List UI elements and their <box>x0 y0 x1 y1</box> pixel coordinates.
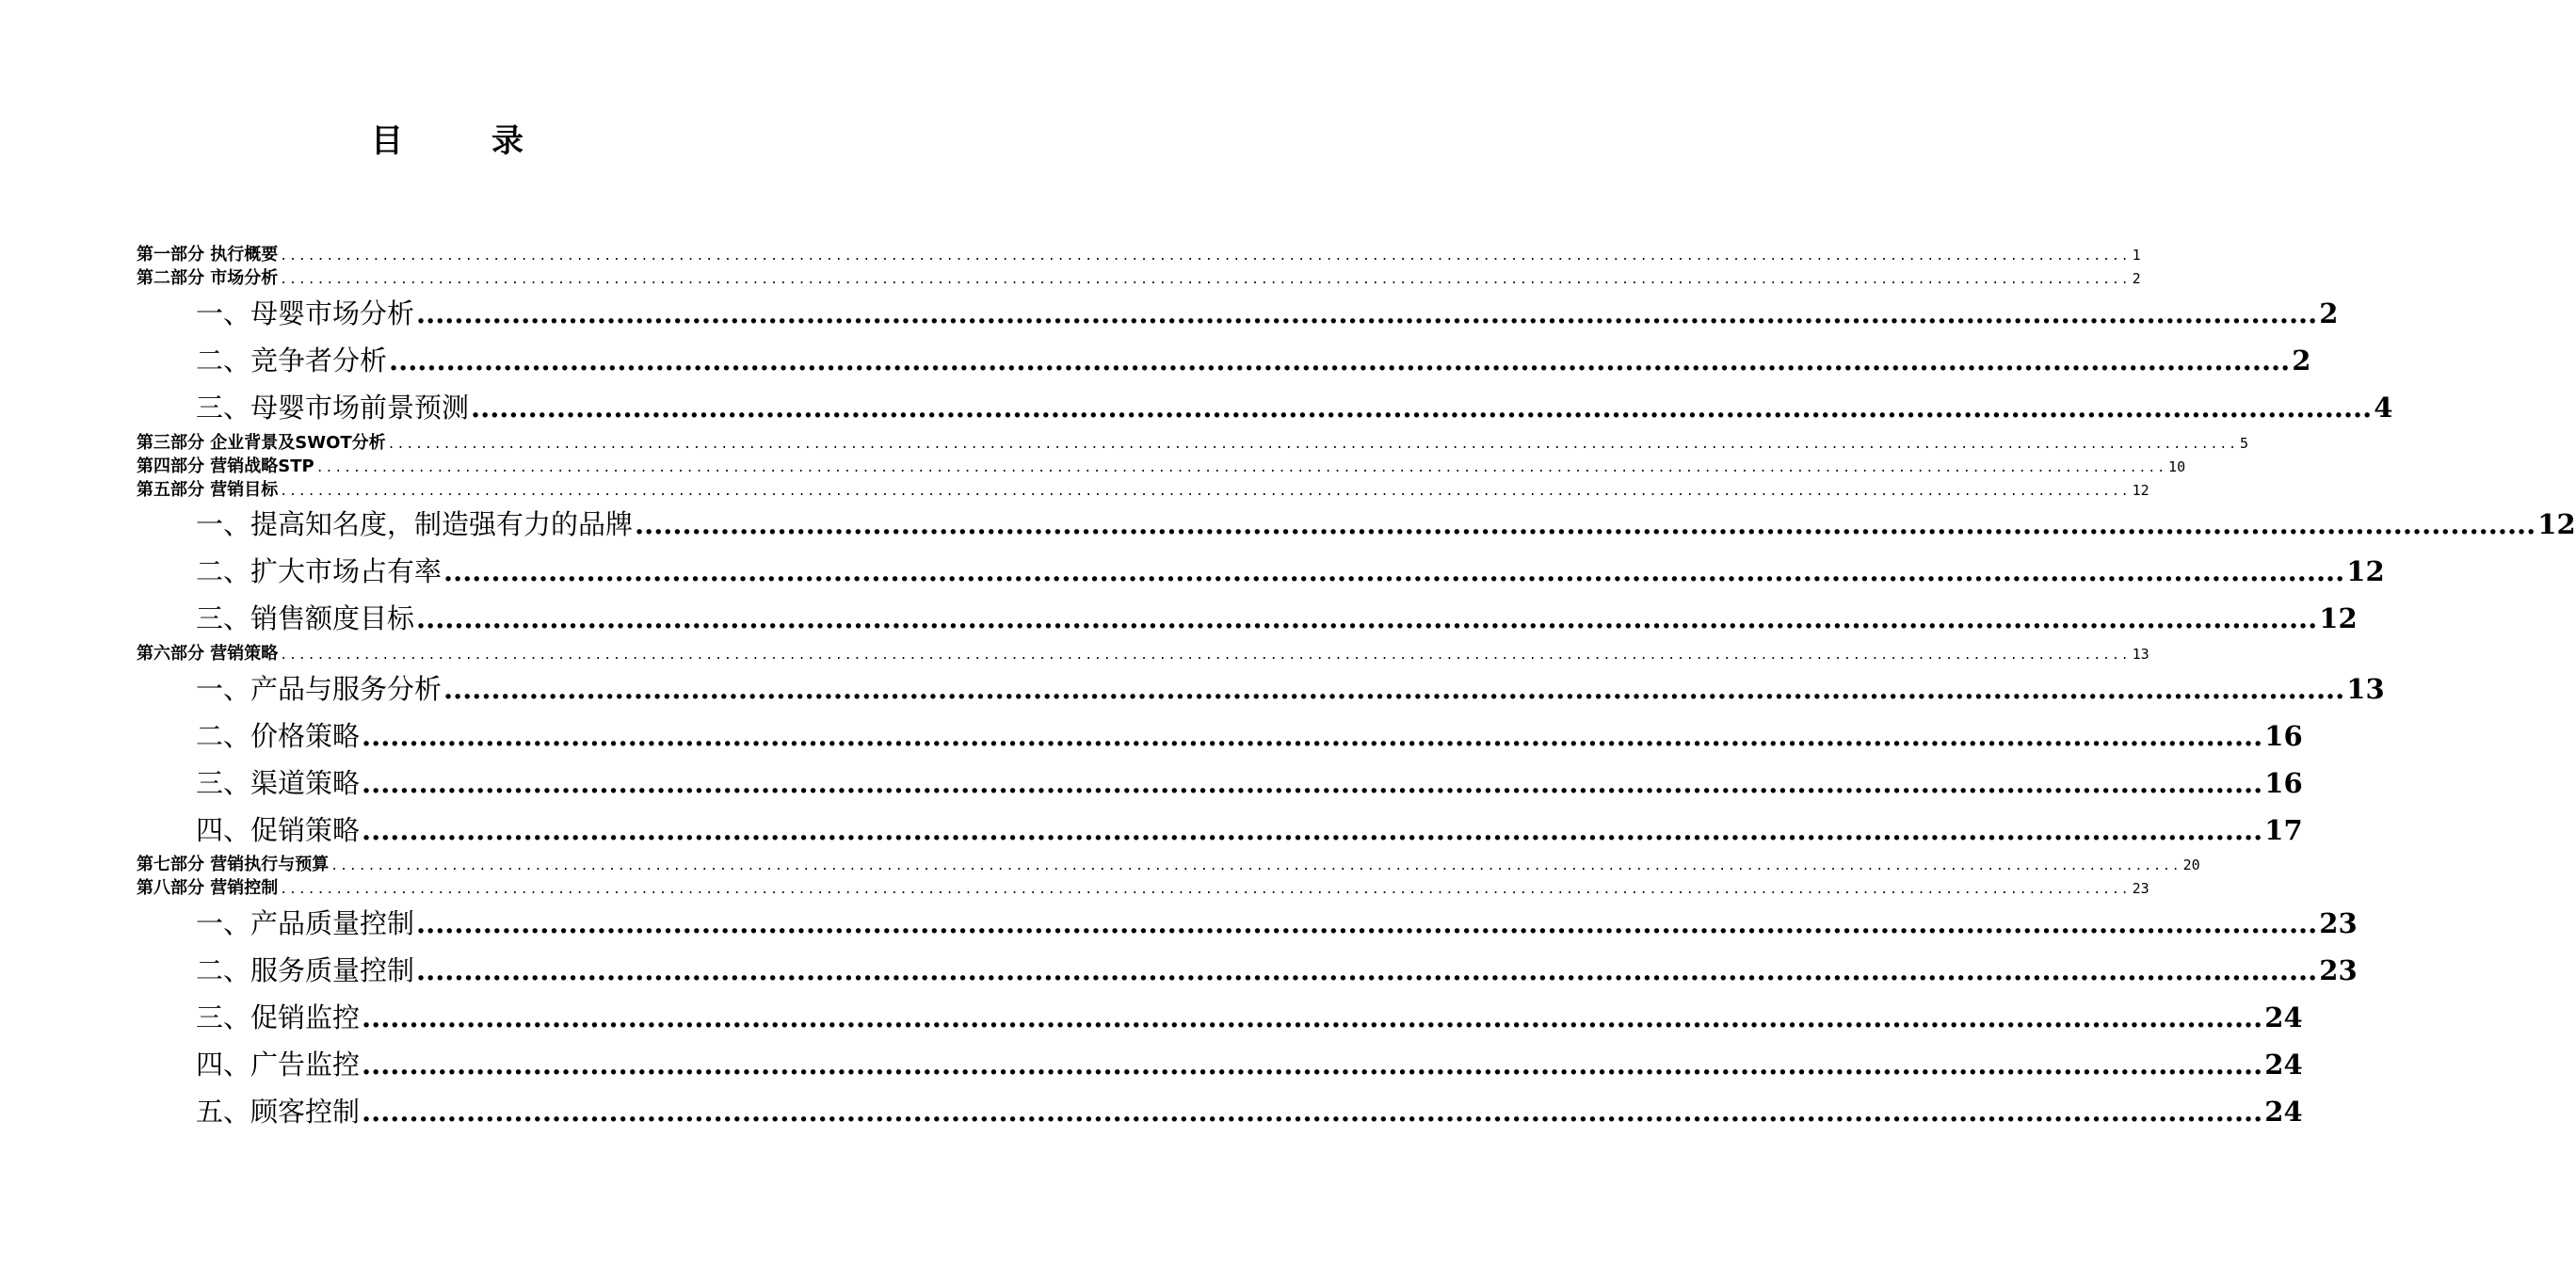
toc-entry-text: 五、顾客控制 <box>196 1096 361 1128</box>
toc-entry-part-3[interactable] <box>137 432 2249 455</box>
toc-entry-part-8[interactable] <box>137 877 2149 900</box>
toc-leader-dots: ........................................................................................................................................................................................................ <box>362 1096 2263 1128</box>
toc-entry-text: 三、渠道策略 <box>196 767 361 799</box>
toc-page-number: 13 <box>2346 673 2385 705</box>
toc-entry-text: 第七部分 营销执行与预算 <box>137 855 330 874</box>
toc-entry-text: 二、服务质量控制 <box>196 954 415 986</box>
toc-leader-dots: ........................................................................................................................................................................................................ <box>416 954 2318 986</box>
toc-entry-8-2[interactable] <box>196 949 2358 992</box>
toc-leader-dots: ........................................................................................................................................................................................................ <box>389 344 2291 376</box>
toc-leader-dots: ........................................................................................................................................................................................................ <box>280 249 2131 264</box>
toc-page-number: 20 <box>2182 857 2200 873</box>
toc-entry-text: 一、母婴市场分析 <box>196 297 415 329</box>
toc-page-number: 13 <box>2132 646 2149 663</box>
toc-leader-dots: ........................................................................................................................................................................................................ <box>362 814 2263 846</box>
toc-entry-text: 四、促销策略 <box>196 814 361 846</box>
toc-page-number: 12 <box>2132 482 2149 499</box>
toc-entry-5-3[interactable] <box>196 597 2358 640</box>
toc-entry-text: 第四部分 营销战略STP <box>137 456 314 476</box>
toc-leader-dots: ........................................................................................................................................................................................................ <box>416 602 2318 634</box>
toc-page-number: 12 <box>2537 508 2576 540</box>
toc-entry-text: 第五部分 营销目标 <box>137 480 279 500</box>
toc-entry-5-2[interactable] <box>196 550 2385 593</box>
toc-leader-dots: ........................................................................................................................................................................................................ <box>280 485 2131 499</box>
toc-leader-dots: ........................................................................................................................................................................................................ <box>443 555 2345 587</box>
toc-entry-text: 一、产品质量控制 <box>196 907 415 939</box>
toc-entry-part-6[interactable] <box>137 643 2149 665</box>
toc-leader-dots: ........................................................................................................................................................................................................ <box>362 1001 2263 1033</box>
toc-leader-dots: ........................................................................................................................................................................................................ <box>362 767 2263 799</box>
toc-leader-dots: ........................................................................................................................................................................................................ <box>471 392 2373 424</box>
toc-entry-6-2[interactable] <box>196 714 2303 758</box>
toc-entry-text: 三、销售额度目标 <box>196 602 415 634</box>
toc-entry-text: 第一部分 执行概要 <box>137 245 279 264</box>
toc-leader-dots: ........................................................................................................................................................................................................ <box>443 673 2345 705</box>
toc-page-number: 1 <box>2132 247 2141 264</box>
toc-entry-text: 第八部分 营销控制 <box>137 878 279 898</box>
toc-leader-dots: ........................................................................................................................................................................................................ <box>315 461 2167 475</box>
toc-page-number: 24 <box>2264 1001 2303 1033</box>
toc-entry-5-1[interactable] <box>196 503 2576 546</box>
toc-entry-8-4[interactable] <box>196 1043 2303 1086</box>
toc-entry-part-4[interactable] <box>137 456 2186 478</box>
toc-entry-part-7[interactable] <box>137 854 2200 876</box>
toc-leader-dots: ........................................................................................................................................................................................................ <box>280 273 2131 287</box>
toc-leader-dots: ........................................................................................................................................................................................................ <box>416 907 2318 939</box>
toc-leader-dots: ........................................................................................................................................................................................................ <box>362 720 2263 752</box>
toc-entry-text: 二、竞争者分析 <box>196 344 388 376</box>
toc-entry-6-1[interactable] <box>196 667 2385 711</box>
toc-page-number: 12 <box>2319 602 2358 634</box>
toc-page-number: 24 <box>2264 1096 2303 1128</box>
page-title: 目 录 <box>371 122 552 160</box>
toc-page-number: 2 <box>2132 270 2141 287</box>
toc-entry-text: 第三部分 企业背景及SWOT分析 <box>137 433 386 453</box>
toc-entry-6-3[interactable] <box>196 761 2303 805</box>
toc-page-number: 5 <box>2240 435 2249 452</box>
toc-page-number: 17 <box>2264 814 2303 846</box>
toc-entry-text: 一、产品与服务分析 <box>196 673 443 705</box>
toc-page-number: 16 <box>2264 720 2303 752</box>
toc-entry-6-4[interactable] <box>196 809 2303 852</box>
toc-page-number: 16 <box>2264 767 2303 799</box>
toc-entry-text: 三、促销监控 <box>196 1001 361 1033</box>
toc-entry-text: 四、广告监控 <box>196 1049 361 1081</box>
toc-page-number: 23 <box>2132 880 2149 897</box>
toc-entry-8-5[interactable] <box>196 1090 2303 1133</box>
toc-leader-dots: ........................................................................................................................................................................................................ <box>387 438 2239 452</box>
toc-page-number: 2 <box>2292 344 2311 376</box>
toc-entry-text: 二、价格策略 <box>196 720 361 752</box>
toc-entry-text: 三、母婴市场前景预测 <box>196 392 470 424</box>
toc-leader-dots: ........................................................................................................................................................................................................ <box>362 1049 2263 1081</box>
toc-entry-part-5[interactable] <box>137 479 2149 502</box>
toc-entry-text: 第六部分 营销策略 <box>137 644 279 664</box>
toc-leader-dots: ........................................................................................................................................................................................................ <box>635 508 2536 540</box>
toc-entry-text: 第二部分 市场分析 <box>137 268 279 288</box>
toc-leader-dots: ........................................................................................................................................................................................................ <box>280 649 2131 663</box>
toc-entry-2-2[interactable] <box>196 339 2311 382</box>
toc-entry-2-3[interactable] <box>196 386 2393 429</box>
toc-entry-part-1[interactable] <box>137 244 2141 266</box>
toc-page-number: 10 <box>2168 458 2186 475</box>
toc-leader-dots: ........................................................................................................................................................................................................ <box>416 297 2318 329</box>
toc-entry-part-2[interactable] <box>137 267 2141 290</box>
toc-entry-text: 二、扩大市场占有率 <box>196 555 443 587</box>
toc-entry-text: 一、提高知名度，制造强有力的品牌 <box>196 508 634 540</box>
toc-leader-dots: ........................................................................................................................................................................................................ <box>280 883 2131 897</box>
toc-page-number: 12 <box>2346 555 2385 587</box>
toc-leader-dots: ........................................................................................................................................................................................................ <box>330 859 2182 873</box>
toc-entry-2-1[interactable] <box>196 292 2339 335</box>
toc-entry-8-3[interactable] <box>196 996 2303 1039</box>
toc-page-number: 2 <box>2319 297 2339 329</box>
toc-page-number: 23 <box>2319 907 2358 939</box>
toc-entry-8-1[interactable] <box>196 902 2358 945</box>
toc-page-number: 24 <box>2264 1049 2303 1081</box>
toc-page-number: 23 <box>2319 954 2358 986</box>
toc-page-number: 4 <box>2374 392 2393 424</box>
